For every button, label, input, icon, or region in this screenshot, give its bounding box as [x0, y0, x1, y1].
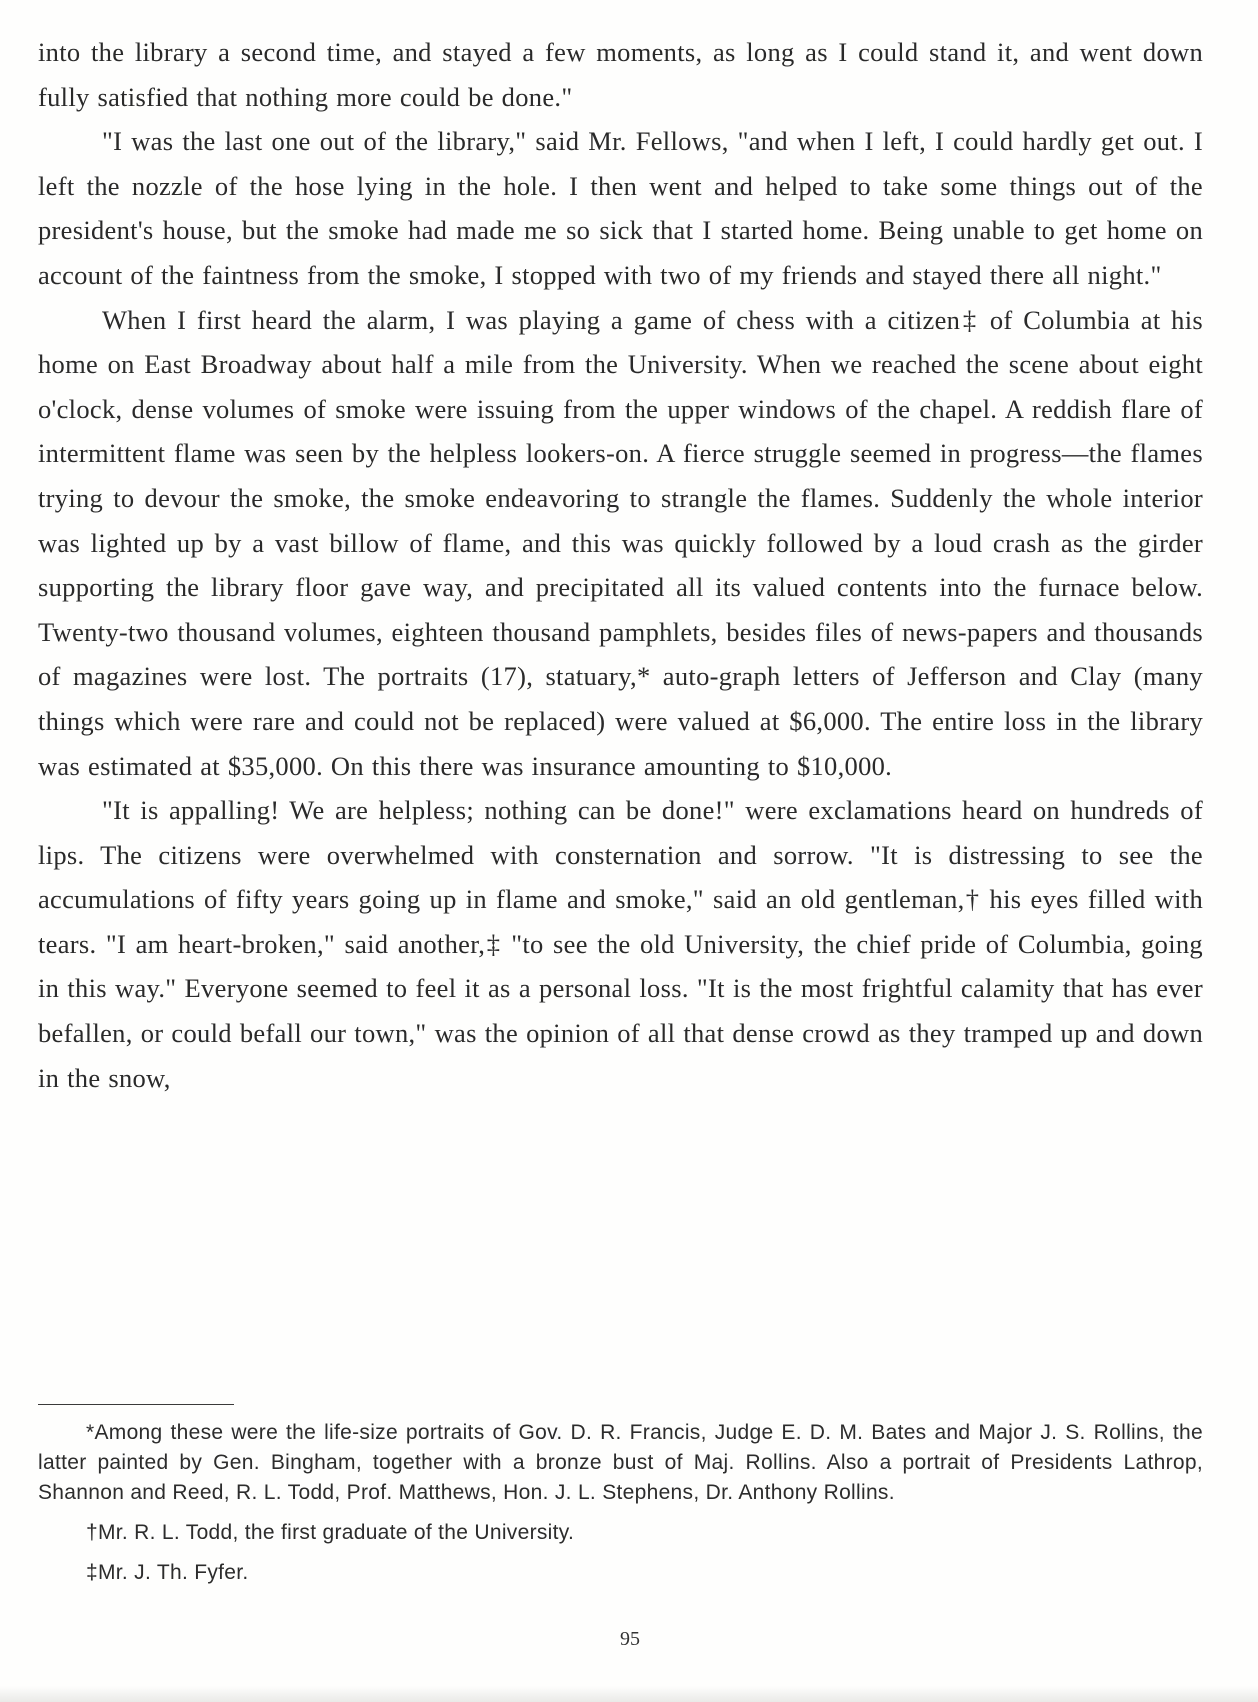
- footnotes: [38, 1418, 1203, 1588]
- paragraph-fellows-quote: "I was the last one out of the library," said Mr. Fellows, "and when I left, I could hardly get out. I left the nozzle of the hose lying in the hole. I then went and helped to take some things out of the president's house, but the smoke had made me so sick that I started home. Being unable to get home on account of the faintness from the smoke, I stopped with two of my friends and stayed there all night.": [38, 126, 1203, 290]
- footnote-divider: [38, 1404, 234, 1405]
- paragraph-fire-account: When I first heard the alarm, I was playing a game of chess with a citizen‡ of Columbia at his home on East Broadway about half a mile from the University. When we reached the scene about eight o'clock, dense volumes of smoke were issuing from the upper windows of the chapel. A reddish flare of intermittent flame was seen by the helpless lookers-on. A fierce struggle seemed in progress—the flames trying to devour the smoke, the smoke endeavoring to strangle the flames. Suddenly the whole interior was lighted up by a vast billow of flame, and this was quickly followed by a loud crash as the girder supporting the library floor gave way, and precipitated all its valued contents into the furnace below. Twenty-two thousand volumes, eighteen thousand pamphlets, besides files of news-papers and thousands of magazines were lost. The portraits (17), statuary,* auto-graph letters of Jefferson and Clay (many things which were rare and could not be replaced) were valued at $6,000. The entire loss in the library was estimated at $35,000. On this there was insurance amounting to $10,000.: [38, 304, 1203, 781]
- paragraph-citizens-reaction: "It is appalling! We are helpless; nothing can be done!" were exclamations heard on hundreds of lips. The citizens were overwhelmed with consternation and sorrow. "It is distressing to see the accumulations of fifty years going up in flame and smoke," said an old gentleman,† his eyes filled with tears. "I am heart-broken," said another,‡ "to see the old University, the chief pride of Columbia, going in this way." Everyone seemed to feel it as a personal loss. "It is the most frightful calamity that has ever befallen, or could befall our town," was the opinion of all that dense crowd as they tramped up and down in the snow,: [38, 795, 1203, 1093]
- scan-edge-shadow: [0, 1686, 1258, 1702]
- footnote-asterisk: *Among these were the life-size portraits of Gov. D. R. Francis, Judge E. D. M. Bates and Major J. S. Rollins, the latter painted by Gen. Bingham, together with a bronze bust of Maj. Rollins. Also a portrait of Presidents Lathrop, Shannon and Reed, R. L. Todd, Prof. Matthews, Hon. J. L. Stephens, Dr. Anthony Rollins.: [38, 1421, 1203, 1504]
- body-text: [38, 30, 1203, 1100]
- paragraph-continued: into the library a second time, and stayed a few moments, as long as I could stand it, and went down fully satisfied that nothing more could be done.": [38, 37, 1203, 112]
- page-number: 95: [620, 1628, 640, 1650]
- footnote-dagger: †Mr. R. L. Todd, the first graduate of the University.: [86, 1521, 575, 1544]
- footnote-double-dagger: ‡Mr. J. Th. Fyfer.: [86, 1561, 249, 1584]
